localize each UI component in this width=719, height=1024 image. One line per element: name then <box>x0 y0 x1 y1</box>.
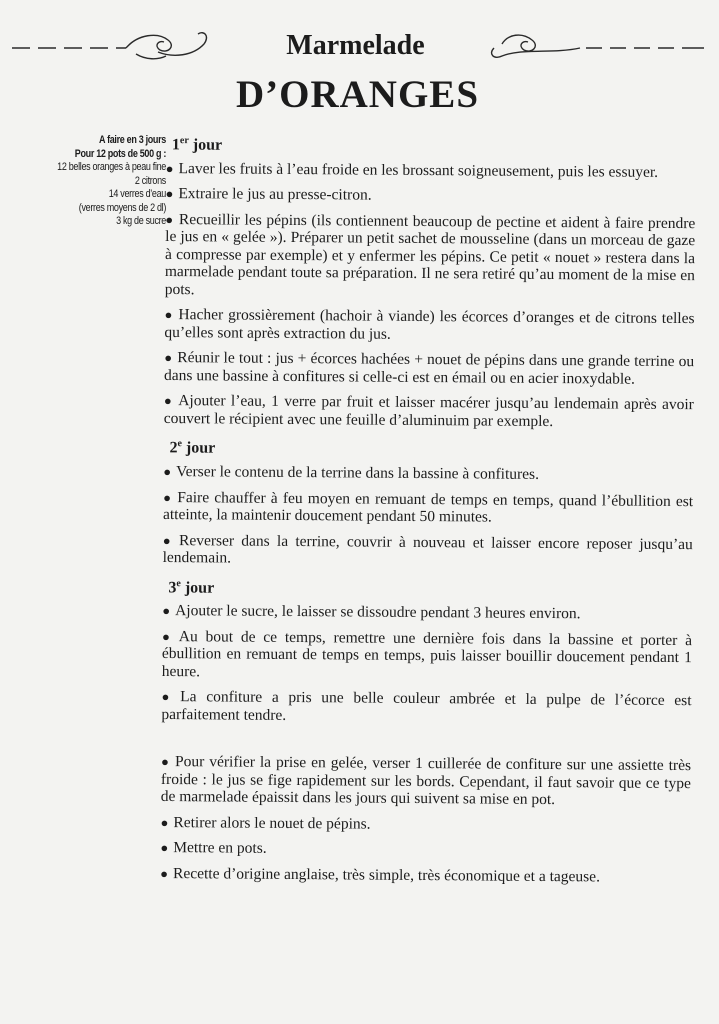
step: ● Au bout de ce temps, remettre une dernière fois dans la bassine et porter à ébullition en remuant de temps en temps, puis laisser bouillir doucement pendant 1 heure. <box>161 628 693 681</box>
tip: ● Recette d’origine anglaise, très simple, très économique et a tageuse. <box>160 865 601 886</box>
bullet-icon: ● <box>163 489 173 505</box>
step: ● Faire chauffer à feu moyen en remuant de temps en temps, quand l’ébullition est atteinte, la maintenir doucement pendant 50 minutes. <box>162 488 694 526</box>
day-1-heading: 1er jour <box>171 135 223 154</box>
bullet-icon: ● <box>163 464 172 480</box>
step: ● La confiture a pris une belle couleur ambrée et la pulpe de l’écorce est parfaitement tendre. <box>161 688 692 724</box>
bullet-icon: ● <box>164 350 173 366</box>
step: ● Extraire le jus au presse-citron. <box>165 185 372 204</box>
ingredient-item: 2 citrons <box>134 174 166 187</box>
ingredient-item: 12 belles oranges à peau fine <box>57 161 166 173</box>
bullet-icon: ● <box>165 211 174 227</box>
ingredient-item: 3 kg de sucre <box>116 215 166 227</box>
step: ● Ajouter le sucre, le laisser se dissoudre pendant 3 heures environ. <box>162 602 581 623</box>
bullet-icon: ● <box>160 840 169 856</box>
day-2-heading: 2e jour <box>169 438 216 458</box>
bullet-icon: ● <box>160 754 171 770</box>
title-marmelade: Marmelade <box>286 30 425 61</box>
bullet-icon: ● <box>163 393 174 409</box>
bullet-icon: ● <box>160 865 169 882</box>
duration-note: A faire en 3 jours <box>99 134 166 146</box>
yield-note: Pour 12 pots de 500 g : <box>74 147 166 160</box>
step: ● Ajouter l’eau, 1 verre par fruit et laisser macérer jusqu’au lendemain après avoir couvert le récipient avec une feuille d’aluminuim par exemple. <box>163 392 694 430</box>
recipe-body <box>160 132 696 895</box>
step: ● Hacher grossièrement (hachoir à viande) les écorces d’oranges et de citrons telles qu’elles sont après extraction du jus. <box>164 306 695 343</box>
tip: ● Mettre en pots. <box>160 839 267 858</box>
bullet-icon: ● <box>165 160 174 176</box>
ingredient-item: (verres moyens de 2 dl) <box>78 201 166 214</box>
bullet-icon: ● <box>164 307 174 323</box>
step: ● Reverser dans la terrine, couvrir à nouveau et laisser encore reposer jusqu’au lendemain. <box>162 531 693 567</box>
bullet-icon: ● <box>160 814 169 831</box>
day-3-heading: 3e jour <box>168 577 215 597</box>
bullet-icon: ● <box>162 603 171 619</box>
bullet-icon: ● <box>161 628 174 645</box>
bullet-icon: ● <box>162 532 175 548</box>
step: ● Laver les fruits à l’eau froide en les brossant soigneusement, puis les essuyer. <box>165 159 659 181</box>
title-oranges: D’ORANGES <box>235 73 480 116</box>
ingredients-sidebar <box>41 134 166 229</box>
tip: ● Retirer alors le nouet de pépins. <box>160 814 371 833</box>
step: ● Recueillir les pépins (ils contiennent beaucoup de pectine et aident à faire prendre le jus en « gelée »). Préparer un petit sachet de mousseline (dans un morceau de gaze à compresse par exemple) et y enfermer les pépins. Ce petit « nouet » restera dans la marmelade pendant toute sa préparation. Il ne sera retiré qu’au moment de la mise en pots. <box>164 210 696 299</box>
tip: ● Pour vérifier la prise en gelée, verser 1 cuillerée de confiture sur une assiette très froide : le jus se fige rapidement sur les bords. Cependant, il faut savoir que ce type de marmelade épaissit dans les jours qui suivent sa mise en pot. <box>160 753 692 809</box>
step: ● Réunir le tout : jus + écorces hachées + nouet de pépins dans une grande terrine ou dans une bassine à confitures si celle-ci est en émail ou en acier inoxydable. <box>164 349 695 388</box>
step: ● Verser le contenu de la terrine dans la bassine à confitures. <box>163 463 540 484</box>
bullet-icon: ● <box>161 689 176 705</box>
bullet-icon: ● <box>165 186 174 202</box>
ingredient-item: 14 verres d’eau <box>108 188 166 200</box>
